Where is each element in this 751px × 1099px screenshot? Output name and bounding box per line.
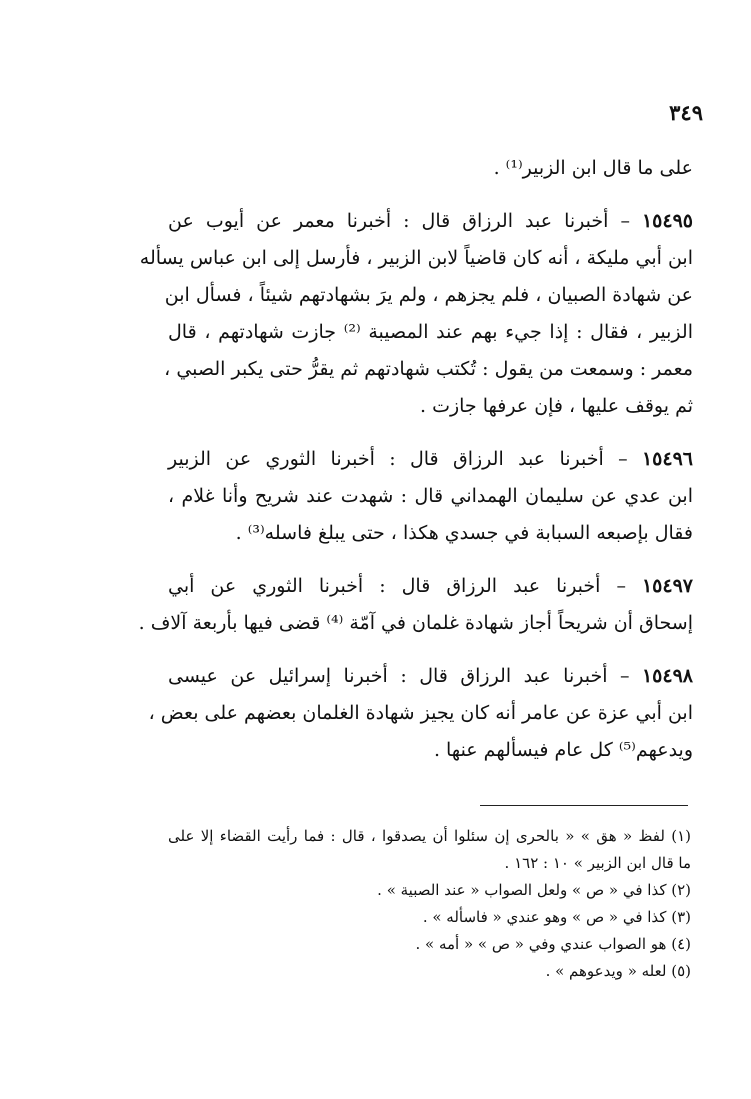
footnote-divider	[480, 805, 688, 806]
text-line: ابن عدي عن سليمان الهمداني قال : شهدت عند شريح وأنا غلام ،	[168, 485, 693, 507]
text-line: ثم يوقف عليها ، فإن عرفها جازت .	[419, 395, 693, 417]
text-line: – أخبرنا عبد الرزاق قال : أخبرنا الثوري عن الزبير	[168, 448, 642, 470]
text-line: – أخبرنا عبد الرزاق قال : أخبرنا معمر عن أيوب عن	[168, 210, 642, 232]
hadith-15495	[139, 203, 693, 425]
footnote-1-continued: ما قال ابن الزبير » ١٠ : ١٦٢ .	[504, 854, 691, 872]
footnote-2: (٢) كذا في « ص » ولعل الصواب « عند الصبية » .	[377, 881, 691, 899]
footnote-1: (١) لفظ « هق » « بالحرى إن سئلوا أن يصدقوا ، قال : فما رأيت القضاء إلا على	[168, 827, 691, 845]
text-line: معمر : وسمعت من يقول : تُكتب شهادتهم ثم يقرُّ حتى يكبر الصبي ،	[164, 358, 693, 380]
text-line: على ما قال ابن الزبير⁽¹⁾ .	[493, 157, 693, 179]
footnote-5: (٥) لعله « ويدعوهم » .	[545, 962, 691, 980]
text-line: ويدعهم⁽⁵⁾ كل عام فيسألهم عنها .	[433, 739, 693, 761]
hadith-15496	[168, 441, 693, 552]
text-line: ابن أبي عزة عن عامر أنه كان يجيز شهادة الغلمان بعضهم على بعض ،	[148, 702, 693, 724]
hadith-number: ١٥٤٩٥	[641, 210, 693, 232]
text-line: عن شهادة الصبيان ، فلم يجزهم ، ولم يرَ بشهادتهم شيئاً ، فسأل ابن	[164, 284, 693, 306]
text-line: إسحاق أن شريحاً أجاز شهادة غلمان في آمّة ⁽⁴⁾ قضى فيها بأربعة آلاف .	[138, 612, 693, 634]
page-number: ٣٤٩	[669, 100, 703, 125]
text-line: فقال بإصبعه السبابة في جسدي هكذا ، حتى يبلغ فاسله⁽³⁾ .	[235, 522, 693, 544]
hadith-number: ١٥٤٩٦	[641, 448, 693, 470]
text-line: – أخبرنا عبد الرزاق قال : أخبرنا إسرائيل عن عيسى	[168, 665, 642, 687]
footnotes	[168, 823, 691, 985]
hadith-15497	[138, 568, 693, 642]
text-line: ابن أبي مليكة ، أنه كان قاضياً لابن الزبير ، فأرسل إلى ابن عباس يسأله	[139, 247, 693, 269]
main-text	[138, 150, 693, 769]
hadith-number: ١٥٤٩٨	[641, 665, 693, 687]
footnote-4: (٤) هو الصواب عندي وفي « ص » « أمه » .	[415, 935, 691, 953]
paragraph-continuation	[168, 150, 693, 187]
hadith-15498	[148, 658, 693, 769]
footnote-3: (٣) كذا في « ص » وهو عندي « فاسأله » .	[422, 908, 691, 926]
text-line: الزبير ، فقال : إذا جيء بهم عند المصيبة ⁽²⁾ جازت شهادتهم ، قال	[168, 321, 693, 343]
hadith-number: ١٥٤٩٧	[641, 575, 693, 597]
text-line: – أخبرنا عبد الرزاق قال : أخبرنا الثوري عن أبي	[168, 575, 642, 597]
